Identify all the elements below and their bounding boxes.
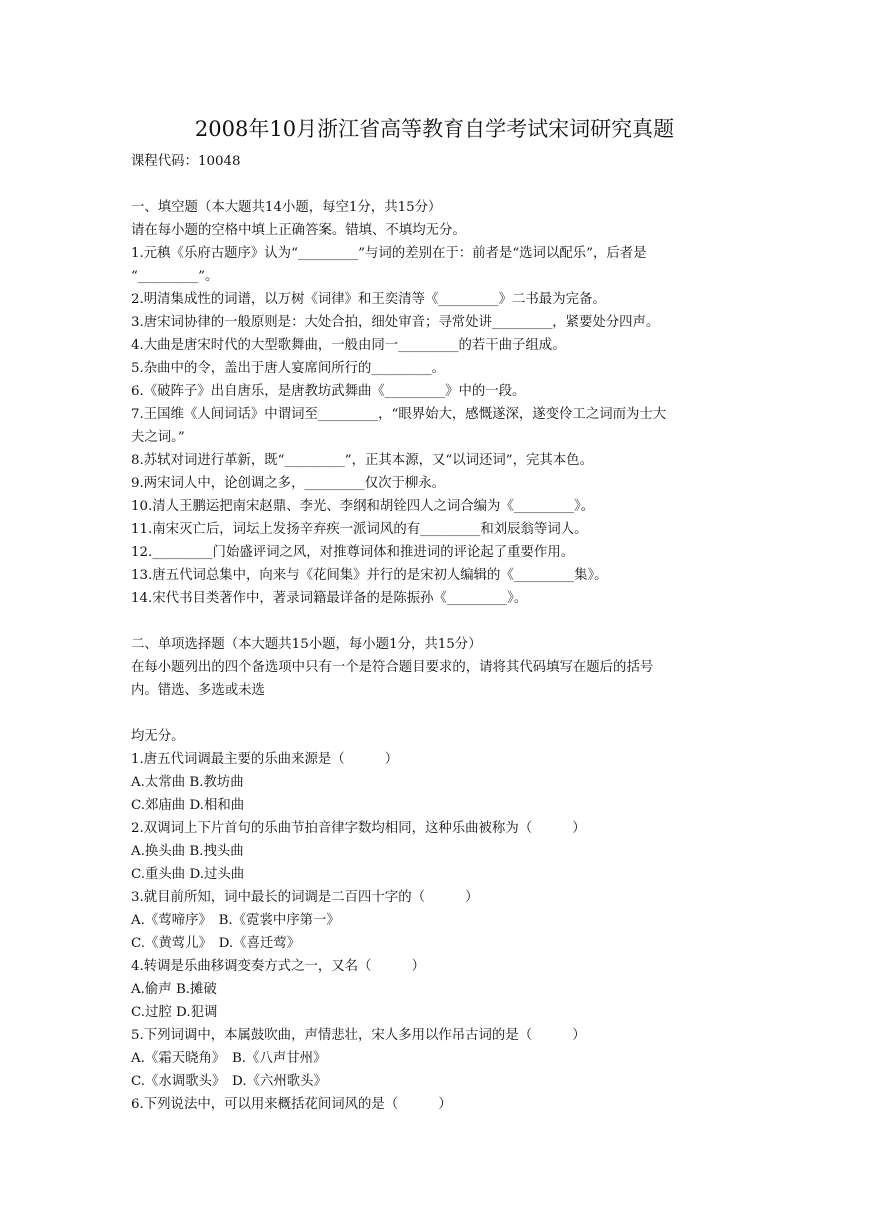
question-line: 13.唐五代词总集中，向来与《花间集》并行的是宋初人编辑的《_________集》。 [131,568,608,583]
section-fill-in-blank [131,196,741,610]
option-line: A.《莺啼序》 B.《霓裳中序第一》 [131,913,340,928]
question-line: 14.宋代书目类著作中，著录词籍最详备的是陈振孙《_________》。 [131,591,528,606]
spacer [131,610,741,633]
question-line: 3.唐宋词协律的一般原则是：大处合拍，细处审音；寻常处讲_________，紧要处分四声。 [131,315,660,330]
section-instruction: 在每小题列出的四个备选项中只有一个是符合题目要求的，请将其代码填写在题后的括号 [131,660,654,675]
question-line: 3.就目前所知，词中最长的词调是二百四十字的（ ） [131,890,479,905]
option-line: C.郊庙曲 D.相和曲 [131,798,245,813]
document-body [131,150,741,1116]
option-line: A.偷声 B.摊破 [131,982,217,997]
option-line: C.《黄莺儿》 D.《喜迁莺》 [131,936,301,951]
question-line: 6.下列说法中，可以用来概括花间词风的是（ ） [131,1097,452,1112]
section-multiple-choice [131,633,741,1116]
section-instruction: 均无分。 [131,729,185,744]
option-line: C.过腔 D.犯调 [131,1005,218,1020]
question-line: 夫之词。” [131,430,185,445]
question-line: 11.南宋灭亡后，词坛上发扬辛弃疾一派词风的有_________和刘辰翁等词人。 [131,522,588,537]
option-line: A.换头曲 B.拽头曲 [131,844,244,859]
question-line: 2.明清集成性的词谱，以万树《词律》和王奕清等《_________》二书最为完备。 [131,292,606,307]
question-line: 1.唐五代词调最主要的乐曲来源是（ ） [131,752,399,767]
spacer [131,702,741,725]
option-line: C.《水调歌头》 D.《六州歌头》 [131,1074,327,1089]
question-line: 5.杂曲中的令，盖出于唐人宴席间所行的_________。 [131,361,446,376]
question-line: “_________”。 [131,269,219,284]
option-line: C.重头曲 D.过头曲 [131,867,245,882]
question-line: 1.元稹《乐府古题序》认为“_________”与词的差别在于：前者是“选词以配乐”，后者是 [131,246,647,261]
question-line: 6.《破阵子》出自唐乐，是唐教坊武舞曲《_________》中的一段。 [131,384,526,399]
section-instruction: 内。错选、多选或未选 [131,683,265,698]
option-line: A.太常曲 B.教坊曲 [131,775,244,790]
question-line: 8.苏轼对词进行革新，既“_________”，正其本源，又“以词还词”，完其本色。 [131,453,593,468]
question-line: 12._________门始盛评词之风，对推尊词体和推进词的评论起了重要作用。 [131,545,575,560]
question-line: 9.两宋词人中，论创调之多，_________仅次于柳永。 [131,476,446,491]
question-line: 5.下列词调中，本属鼓吹曲，声情悲壮，宋人多用以作吊古词的是（ ） [131,1028,586,1043]
page-title: 2008年10月浙江省高等教育自学考试宋词研究真题 [194,117,675,141]
option-line: A.《霜天晓角》 B.《八声甘州》 [131,1051,327,1066]
section-heading: 二、单项选择题（本大题共15小题，每小题1分，共15分） [131,637,482,652]
spacer [131,173,741,196]
section-heading: 一、填空题（本大题共14小题，每空1分，共15分） [131,200,442,215]
question-line: 4.大曲是唐宋时代的大型歌舞曲，一般由同一_________的若干曲子组成。 [131,338,566,353]
question-line: 4.转调是乐曲移调变奏方式之一，又名（ ） [131,959,425,974]
question-line: 10.清人王鹏运把南宋赵鼎、李光、李纲和胡铨四人之词合编为《_________》。 [131,499,595,514]
course-code: 课程代码：10048 [131,154,241,169]
question-line: 7.王国维《人间词话》中谓词至_________，“眼界始大，感慨遂深，遂变伶工之词而为士大 [131,407,667,422]
question-line: 2.双调词上下片首句的乐曲节拍音律字数均相同，这种乐曲被称为（ ） [131,821,586,836]
section-instruction: 请在每小题的空格中填上正确答案。错填、不填均无分。 [131,223,466,238]
